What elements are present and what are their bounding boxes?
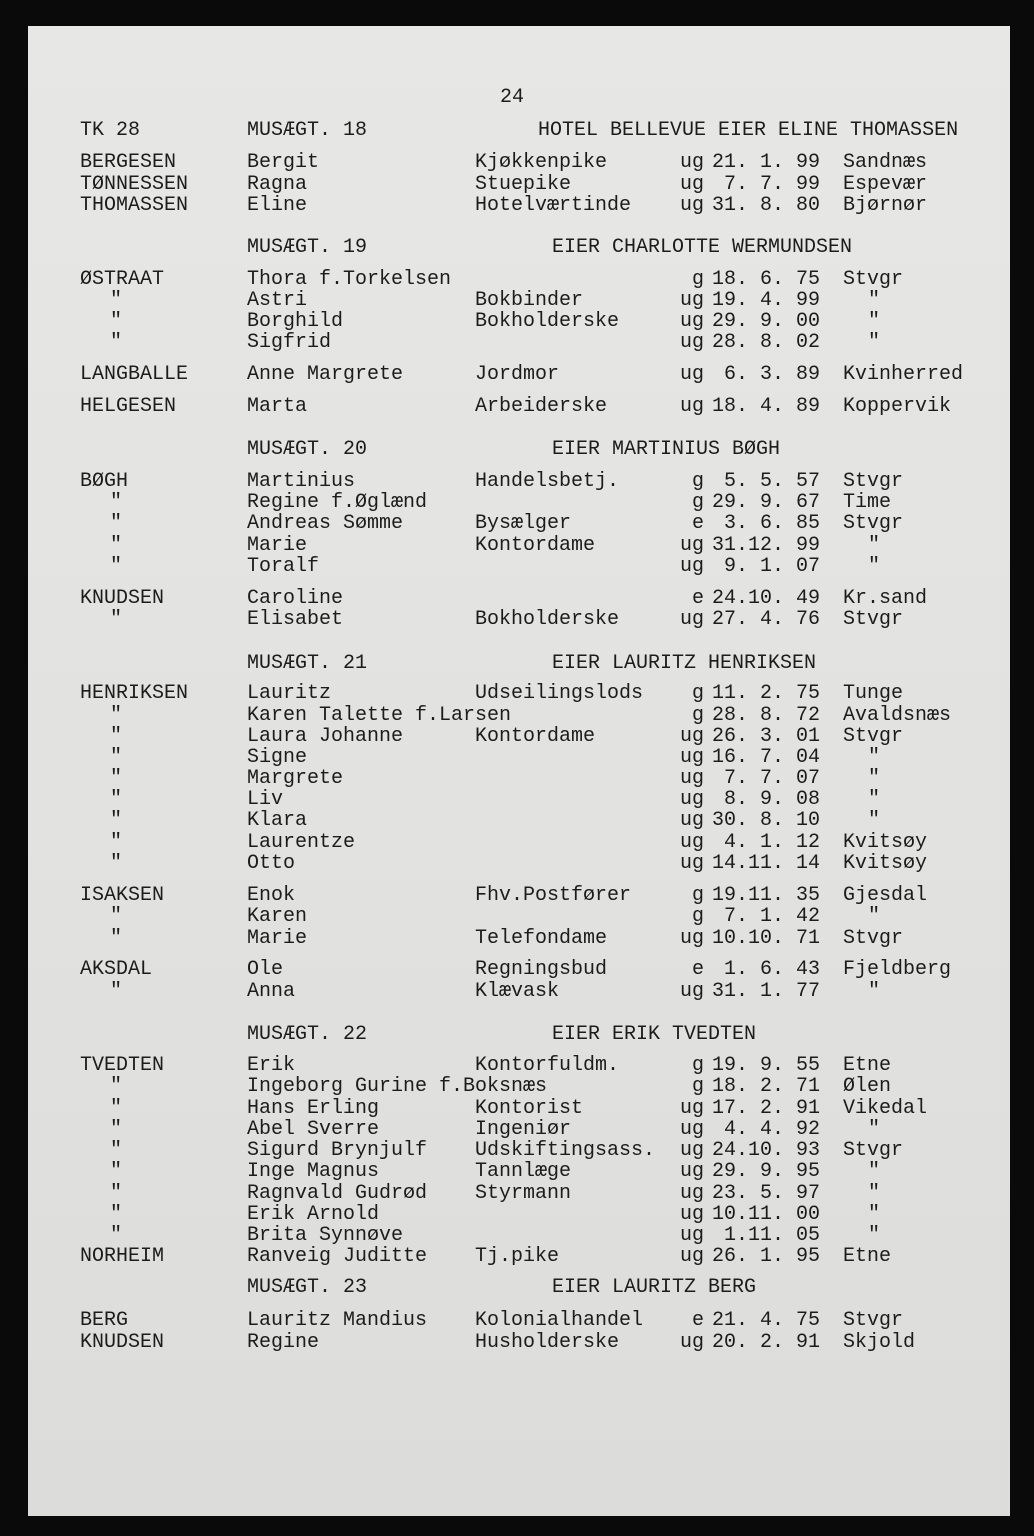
marital-status: e [691,1309,704,1332]
marital-status: g [691,1075,704,1098]
street-heading: MUSÆGT. 23 [247,1276,368,1299]
birth-date: 7. 7. 07 [712,767,821,790]
first-name: Marie [247,534,308,557]
first-name: Thora f.Torkelsen [247,268,452,291]
marital-status: ug [679,1245,704,1268]
first-name: Caroline [247,587,344,610]
birthplace: Stvgr [843,512,904,535]
surname: " [110,725,123,748]
birth-date: 30. 8. 10 [712,809,821,832]
birth-date: 17. 2. 91 [712,1097,821,1120]
birthplace: " [868,1160,881,1183]
first-name: Erik [247,1054,296,1077]
marital-status: ug [679,767,704,790]
surname: " [110,491,123,514]
birth-date: 7. 1. 42 [712,905,821,928]
marital-status: ug [679,331,704,354]
marital-status: e [691,958,704,981]
surname: " [110,1139,123,1162]
birth-date: 9. 1. 07 [712,555,821,578]
register-code: TK 28 [80,119,141,142]
birth-date: 29. 9. 00 [712,310,821,333]
birthplace: Etne [843,1245,892,1268]
occupation: Husholderske [475,1331,620,1354]
marital-status: g [691,1054,704,1077]
page-number: 24 [500,86,525,109]
first-name: Klara [247,809,308,832]
first-name: Regine f.Øglænd [247,491,428,514]
birthplace: Fjeldberg [843,958,952,981]
marital-status: ug [679,809,704,832]
owner-heading: EIER CHARLOTTE WERMUNDSEN [552,236,853,259]
birthplace: Stvgr [843,927,904,950]
first-name: Marie [247,927,308,950]
surname: " [110,704,123,727]
birthplace: " [868,905,881,928]
first-name: Borghild [247,310,344,333]
surname: " [110,310,123,333]
birthplace: Kvitsøy [843,852,928,875]
birthplace: Stvgr [843,268,904,291]
surname: NORHEIM [80,1245,165,1268]
first-name: Ragna [247,173,308,196]
birth-date: 19. 4. 99 [712,289,821,312]
occupation: Kolonialhandel [475,1309,644,1332]
occupation: Jordmor [475,363,560,386]
marital-status: ug [679,831,704,854]
owner-heading: HOTEL BELLEVUE EIER ELINE THOMASSEN [538,119,959,142]
marital-status: ug [679,980,704,1003]
birthplace: " [868,788,881,811]
birth-date: 4. 4. 92 [712,1118,821,1141]
occupation: Udskiftingsass. [475,1139,656,1162]
birth-date: 31. 1. 77 [712,980,821,1003]
occupation: Udseilingslods [475,682,644,705]
first-name: Margrete [247,767,344,790]
occupation: Stuepike [475,173,572,196]
street-heading: MUSÆGT. 22 [247,1023,368,1046]
birth-date: 28. 8. 72 [712,704,821,727]
first-name: Anne Margrete [247,363,404,386]
surname: " [110,289,123,312]
birthplace: Stvgr [843,1139,904,1162]
occupation: Kjøkkenpike [475,151,608,174]
marital-status: ug [679,310,704,333]
surname: " [110,980,123,1003]
birthplace: Stvgr [843,470,904,493]
surname: BERGESEN [80,151,177,174]
occupation: Bokholderske [475,310,620,333]
first-name: Andreas Sømme [247,512,404,535]
marital-status: ug [679,534,704,557]
occupation: Styrmann [475,1182,572,1205]
owner-heading: EIER ERIK TVEDTEN [552,1023,757,1046]
birthplace: Stvgr [843,608,904,631]
surname: " [110,831,123,854]
first-name: Toralf [247,555,320,578]
birth-date: 24.10. 49 [712,587,821,610]
surname: " [110,331,123,354]
birthplace: Vikedal [843,1097,928,1120]
marital-status: ug [679,1331,704,1354]
first-name: Regine [247,1331,320,1354]
first-name: Karen Talette f.Larsen [247,704,512,727]
first-name: Ranveig Juditte [247,1245,428,1268]
surname: " [110,512,123,535]
occupation: Regningsbud [475,958,608,981]
birthplace: Koppervik [843,395,952,418]
birthplace: Ølen [843,1075,892,1098]
birthplace: Time [843,491,892,514]
marital-status: ug [679,1203,704,1226]
first-name: Bergit [247,151,320,174]
occupation: Bysælger [475,512,572,535]
marital-status: g [691,491,704,514]
marital-status: e [691,512,704,535]
birth-date: 1.11. 05 [712,1224,821,1247]
surname: BERG [80,1309,129,1332]
marital-status: g [691,682,704,705]
first-name: Laurentze [247,831,356,854]
first-name: Ole [247,958,284,981]
birthplace: " [868,1118,881,1141]
surname: " [110,809,123,832]
surname: KNUDSEN [80,587,165,610]
occupation: Kontordame [475,725,596,748]
owner-heading: EIER LAURITZ BERG [552,1276,757,1299]
first-name: Lauritz [247,682,332,705]
birth-date: 4. 1. 12 [712,831,821,854]
first-name: Inge Magnus [247,1160,380,1183]
birth-date: 26. 1. 95 [712,1245,821,1268]
marital-status: g [691,268,704,291]
marital-status: ug [679,194,704,217]
occupation: Bokbinder [475,289,584,312]
birthplace: " [868,310,881,333]
surname: " [110,1224,123,1247]
birthplace: " [868,1203,881,1226]
birth-date: 28. 8. 02 [712,331,821,354]
marital-status: ug [679,852,704,875]
first-name: Laura Johanne [247,725,404,748]
birthplace: Skjold [843,1331,916,1354]
first-name: Liv [247,788,284,811]
first-name: Martinius [247,470,356,493]
birthplace: " [868,555,881,578]
surname: " [110,1075,123,1098]
surname: " [110,905,123,928]
marital-status: ug [679,395,704,418]
surname: ISAKSEN [80,884,165,907]
birth-date: 3. 6. 85 [712,512,821,535]
birthplace: Espevær [843,173,928,196]
street-heading: MUSÆGT. 19 [247,236,368,259]
first-name: Hans Erling [247,1097,380,1120]
surname: " [110,1182,123,1205]
first-name: Abel Sverre [247,1118,380,1141]
birthplace: Stvgr [843,1309,904,1332]
first-name: Karen [247,905,308,928]
surname: HELGESEN [80,395,177,418]
birth-date: 29. 9. 67 [712,491,821,514]
birth-date: 27. 4. 76 [712,608,821,631]
occupation: Fhv.Postfører [475,884,632,907]
surname: HENRIKSEN [80,682,189,705]
birthplace: Tunge [843,682,904,705]
marital-status: ug [679,1224,704,1247]
birthplace: " [868,1224,881,1247]
birthplace: " [868,980,881,1003]
birthplace: " [868,331,881,354]
birthplace: Avaldsnæs [843,704,952,727]
occupation: Arbeiderske [475,395,608,418]
birthplace: Kvinherred [843,363,964,386]
marital-status: ug [679,289,704,312]
marital-status: ug [679,927,704,950]
surname: " [110,767,123,790]
document-page [28,26,1010,1516]
surname: " [110,608,123,631]
birthplace: Stvgr [843,725,904,748]
street-heading: MUSÆGT. 20 [247,438,368,461]
birth-date: 18. 4. 89 [712,395,821,418]
surname: " [110,1203,123,1226]
first-name: Anna [247,980,296,1003]
birthplace: " [868,534,881,557]
birth-date: 5. 5. 57 [712,470,821,493]
birth-date: 31.12. 99 [712,534,821,557]
surname: TVEDTEN [80,1054,165,1077]
surname: " [110,1118,123,1141]
birth-date: 21. 4. 75 [712,1309,821,1332]
birth-date: 1. 6. 43 [712,958,821,981]
first-name: Signe [247,746,308,769]
surname: TØNNESSEN [80,173,189,196]
birth-date: 7. 7. 99 [712,173,821,196]
birthplace: " [868,1182,881,1205]
marital-status: ug [679,725,704,748]
surname: " [110,927,123,950]
marital-status: ug [679,1160,704,1183]
occupation: Ingeniør [475,1118,572,1141]
birthplace: Etne [843,1054,892,1077]
birthplace: Sandnæs [843,151,928,174]
birth-date: 8. 9. 08 [712,788,821,811]
birth-date: 20. 2. 91 [712,1331,821,1354]
marital-status: ug [679,173,704,196]
marital-status: g [691,470,704,493]
first-name: Enok [247,884,296,907]
first-name: Eline [247,194,308,217]
occupation: Handelsbetj. [475,470,620,493]
marital-status: ug [679,746,704,769]
surname: " [110,788,123,811]
birthplace: " [868,809,881,832]
first-name: Marta [247,395,308,418]
first-name: Ragnvald Gudrød [247,1182,428,1205]
surname: KNUDSEN [80,1331,165,1354]
first-name: Otto [247,852,296,875]
birthplace: " [868,289,881,312]
occupation: Kontorfuldm. [475,1054,620,1077]
birthplace: Bjørnør [843,194,928,217]
marital-status: ug [679,1118,704,1141]
marital-status: g [691,884,704,907]
street-heading: MUSÆGT. 21 [247,652,368,675]
first-name: Ingeborg Gurine f.Boksnæs [247,1075,548,1098]
surname: " [110,534,123,557]
birth-date: 21. 1. 99 [712,151,821,174]
first-name: Erik Arnold [247,1203,380,1226]
first-name: Brita Synnøve [247,1224,404,1247]
surname: LANGBALLE [80,363,189,386]
surname: AKSDAL [80,958,153,981]
marital-status: ug [679,1139,704,1162]
occupation: Klævask [475,980,560,1003]
occupation: Bokholderske [475,608,620,631]
marital-status: ug [679,608,704,631]
surname: " [110,746,123,769]
first-name: Sigfrid [247,331,332,354]
birth-date: 10.10. 71 [712,927,821,950]
birth-date: 18. 2. 71 [712,1075,821,1098]
birth-date: 19.11. 35 [712,884,821,907]
owner-heading: EIER MARTINIUS BØGH [552,438,781,461]
birthplace: " [868,746,881,769]
birth-date: 18. 6. 75 [712,268,821,291]
birth-date: 16. 7. 04 [712,746,821,769]
owner-heading: EIER LAURITZ HENRIKSEN [552,652,817,675]
birth-date: 26. 3. 01 [712,725,821,748]
occupation: Hotelværtinde [475,194,632,217]
birth-date: 10.11. 00 [712,1203,821,1226]
marital-status: ug [679,151,704,174]
birthplace: " [868,767,881,790]
first-name: Astri [247,289,308,312]
marital-status: ug [679,363,704,386]
birth-date: 31. 8. 80 [712,194,821,217]
birthplace: Kvitsøy [843,831,928,854]
first-name: Lauritz Mandius [247,1309,428,1332]
birthplace: Gjesdal [843,884,928,907]
birthplace: Kr.sand [843,587,928,610]
occupation: Kontorist [475,1097,584,1120]
marital-status: g [691,704,704,727]
surname: " [110,555,123,578]
surname: BØGH [80,470,129,493]
first-name: Sigurd Brynjulf [247,1139,428,1162]
surname: " [110,1097,123,1120]
surname: ØSTRAAT [80,268,165,291]
birth-date: 24.10. 93 [712,1139,821,1162]
surname: " [110,1160,123,1183]
birth-date: 23. 5. 97 [712,1182,821,1205]
marital-status: ug [679,788,704,811]
marital-status: g [691,905,704,928]
street-heading: MUSÆGT. 18 [247,119,368,142]
birth-date: 29. 9. 95 [712,1160,821,1183]
occupation: Tannlæge [475,1160,572,1183]
surname: THOMASSEN [80,194,189,217]
marital-status: e [691,587,704,610]
birth-date: 14.11. 14 [712,852,821,875]
occupation: Kontordame [475,534,596,557]
first-name: Elisabet [247,608,344,631]
marital-status: ug [679,1182,704,1205]
marital-status: ug [679,1097,704,1120]
birth-date: 6. 3. 89 [712,363,821,386]
birth-date: 11. 2. 75 [712,682,821,705]
occupation: Tj.pike [475,1245,560,1268]
surname: " [110,852,123,875]
birth-date: 19. 9. 55 [712,1054,821,1077]
marital-status: ug [679,555,704,578]
occupation: Telefondame [475,927,608,950]
